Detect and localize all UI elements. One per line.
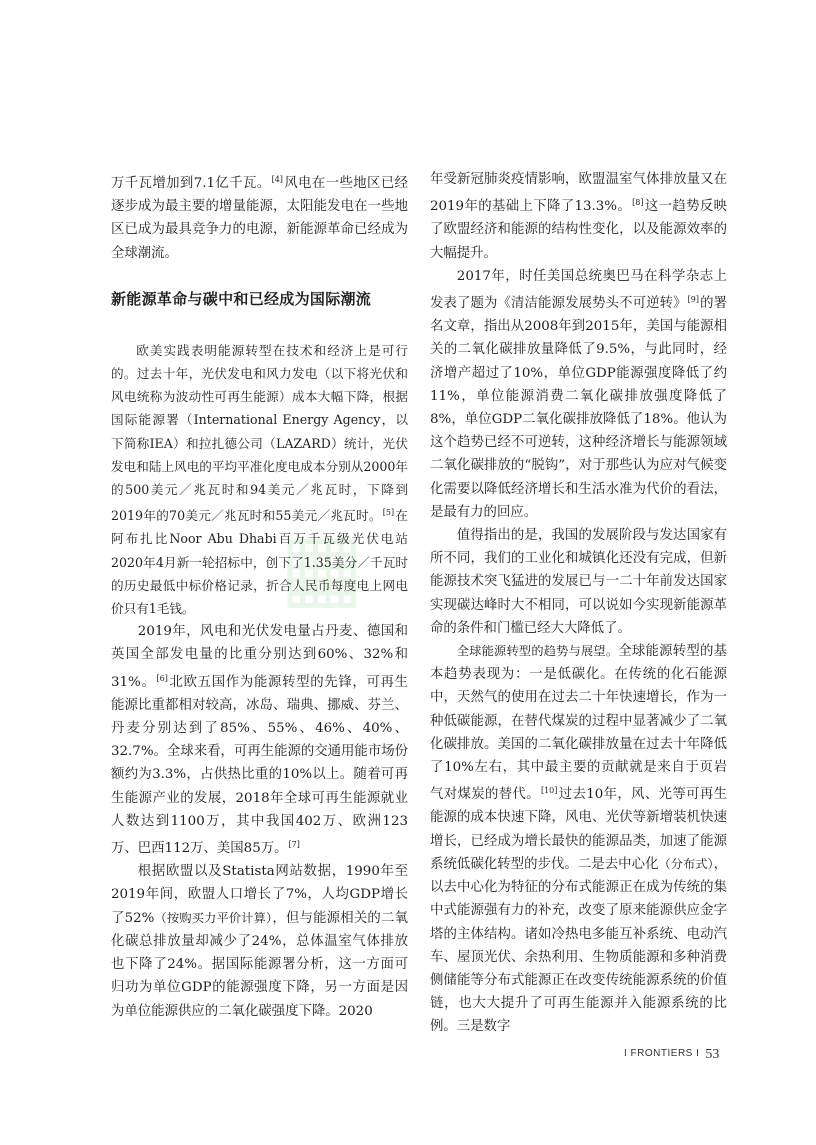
page-number: 53 bbox=[705, 1047, 720, 1062]
paragraph: 值得指出的是，我国的发展阶段与发达国家有所不同，我们的工业化和城镇化还没有完成，但新能源技术突飞猛进的发展已与一二十年前发达国家实现碳达峰时大不相同，可以说如今实现新能源革命的条件和门槛已经大大降低了。 bbox=[430, 528, 727, 636]
text: ，以去中心化为特征的分布式能源正在成为传统的集中式能源强有力的补充，改变了原来能源供应金字塔的主体结构。诸如冷热电多能互补系统、电动汽车、屋顶光伏、余热利用、生物质能源和多种消费侧储能等分布式能源正在改变传统能源系统的价值链，也大大提升了可再生能源并入能源系统的比例。三是数字 bbox=[430, 856, 727, 1035]
text: 过去10年，风、光等可再生能源的成本快速下降，风电、光伏等新增装机快速增长，已经成为增长最快的能源品类，加速了能源系统低碳化转型的步伐。二是去中心化 bbox=[430, 787, 727, 872]
footnote-ref: [8] bbox=[632, 198, 644, 208]
page-footer bbox=[624, 1045, 719, 1063]
paragraph bbox=[111, 168, 408, 265]
paragraph bbox=[111, 860, 408, 1022]
footnote-ref: [9] bbox=[687, 295, 699, 305]
text: 北欧五国作为能源转型的先锋，可再生能源比重都相对较高，冰岛、瑞典、挪威、芬兰、丹麦分别达到了85%、55%、46%、40%、32.7%。全球来看，可再生能源的交通用能市场份额约为3.3%，占供热比重的10%以上。随着可再生能源产业的发展，2018年全球可再生能源就业人数达到1100万，其中我国402万、欧洲123万、巴西112万、美国85万。 bbox=[111, 674, 409, 857]
text: 的署名文章，指出从2008年到2015年，美国与能源相关的二氧化碳排放量降低了9.5%，与此同时，经济增产超过了10%，单位GDP能源强度降低了约11%，单位能源消费二氧化碳排放强度降低了8%，单位GDP二氧化碳排放降低了18%。他认为这个趋势已经不可逆转，这种经济增长与能源领域二氧化碳排放的“脱钩”，对于那些认为应对气候变化需要以降低经济增长和生活水准为代价的看法，是最有力的回应。 bbox=[430, 296, 727, 520]
text: ，但与能源相关的二氧化碳总排放量却减少了24%，总体温室气体排放也下降了24%。据国际能源署分析，这一方面可归功为单位GDP的能源强度下降，另一方面是因为单位能源供应的二氧化碳强度下降。2020 bbox=[111, 910, 408, 1019]
footnote-ref: [6] bbox=[156, 673, 168, 683]
parenthetical: （分布式） bbox=[658, 856, 714, 871]
paragraph bbox=[111, 339, 408, 620]
text: 在阿布扎比Noor Abu Dhabi百万千瓦级光伏电站2020年4月新一轮招标中，创下了1.35美分／千瓦时的历史最低中标价格记录，折合人民币每度电上网电价只有1毛钱。 bbox=[111, 508, 408, 617]
section-heading: 新能源革命与碳中和已经成为国际潮流 bbox=[111, 289, 372, 308]
paragraph bbox=[430, 640, 727, 1038]
text: 欧美实践表明能源转型在技术和经济上是可行的。过去十年，光伏发电和风力发电（以下将光伏和风电统称为波动性可再生能源）成本大幅下降，根据国际能源署（International Energy Agency，以下简称IEA）和拉扎德公司（LAZARD）统计，光伏发电和陆上风电的平均平准化度电成本分别从2000年的500美元／兆瓦时和94美元／兆瓦时，下降到2019年的70美元／兆瓦时和55美元／兆瓦时。 bbox=[111, 342, 408, 524]
text: 风电在一些地区已经逐步成为最主要的增量能源，太阳能发电在一些地区已成为最具竞争力的电源，新能源革命已经成为全球潮流。 bbox=[111, 176, 409, 261]
footnote-ref: [7] bbox=[288, 840, 300, 850]
footnote-ref: [10] bbox=[540, 786, 558, 796]
parenthetical: （按购买力平价计算） bbox=[154, 910, 273, 925]
paragraph bbox=[111, 620, 408, 860]
magazine-brand: I FRONTIERS I bbox=[624, 1048, 700, 1059]
text: 2017年，时任美国总统奥巴马在科学杂志上发表了题为《清洁能源发展势头不可逆转》 bbox=[430, 268, 727, 312]
footnote-ref: [5] bbox=[382, 508, 395, 518]
footnote-ref: [4] bbox=[271, 175, 283, 184]
text: 年受新冠肺炎疫情影响，欧盟温室气体排放量又在2019年的基础上下降了13.3%。 bbox=[430, 172, 727, 215]
lead-phrase: 全球能源转型的趋势与展望。 bbox=[456, 644, 619, 659]
paragraph bbox=[430, 168, 727, 265]
right-column bbox=[430, 168, 727, 1039]
paragraph bbox=[430, 265, 727, 524]
text: 万千瓦增加到7.1亿千瓦。 bbox=[111, 176, 271, 191]
left-column bbox=[111, 168, 408, 1023]
watermark-logo: ▦ bbox=[279, 514, 365, 619]
text: 全球能源转型的基本趋势表现为：一是低碳化。在传统的化石能源中，天然气的使用在过去二十年快速增长，作为一种低碳能源，在替代煤炭的过程中显著减少了二氧化碳排放。美国的二氧化碳排放量在过去十年降低了10%左右，其中最主要的贡献就是来自于页岩气对煤炭的替代。 bbox=[430, 644, 728, 803]
text: 这一趋势反映了欧盟经济和能源的结构性变化，以及能源效率的大幅提升。 bbox=[430, 199, 728, 261]
text: 根据欧盟以及Statista网站数据，1990年至2019年间，欧盟人口增长了7%，人均GDP增长了52% bbox=[111, 864, 408, 926]
text: 2019年，风电和光伏发电量占丹麦、德国和英国全部发电量的比重分别达到60%、32%和31%。 bbox=[111, 624, 408, 690]
